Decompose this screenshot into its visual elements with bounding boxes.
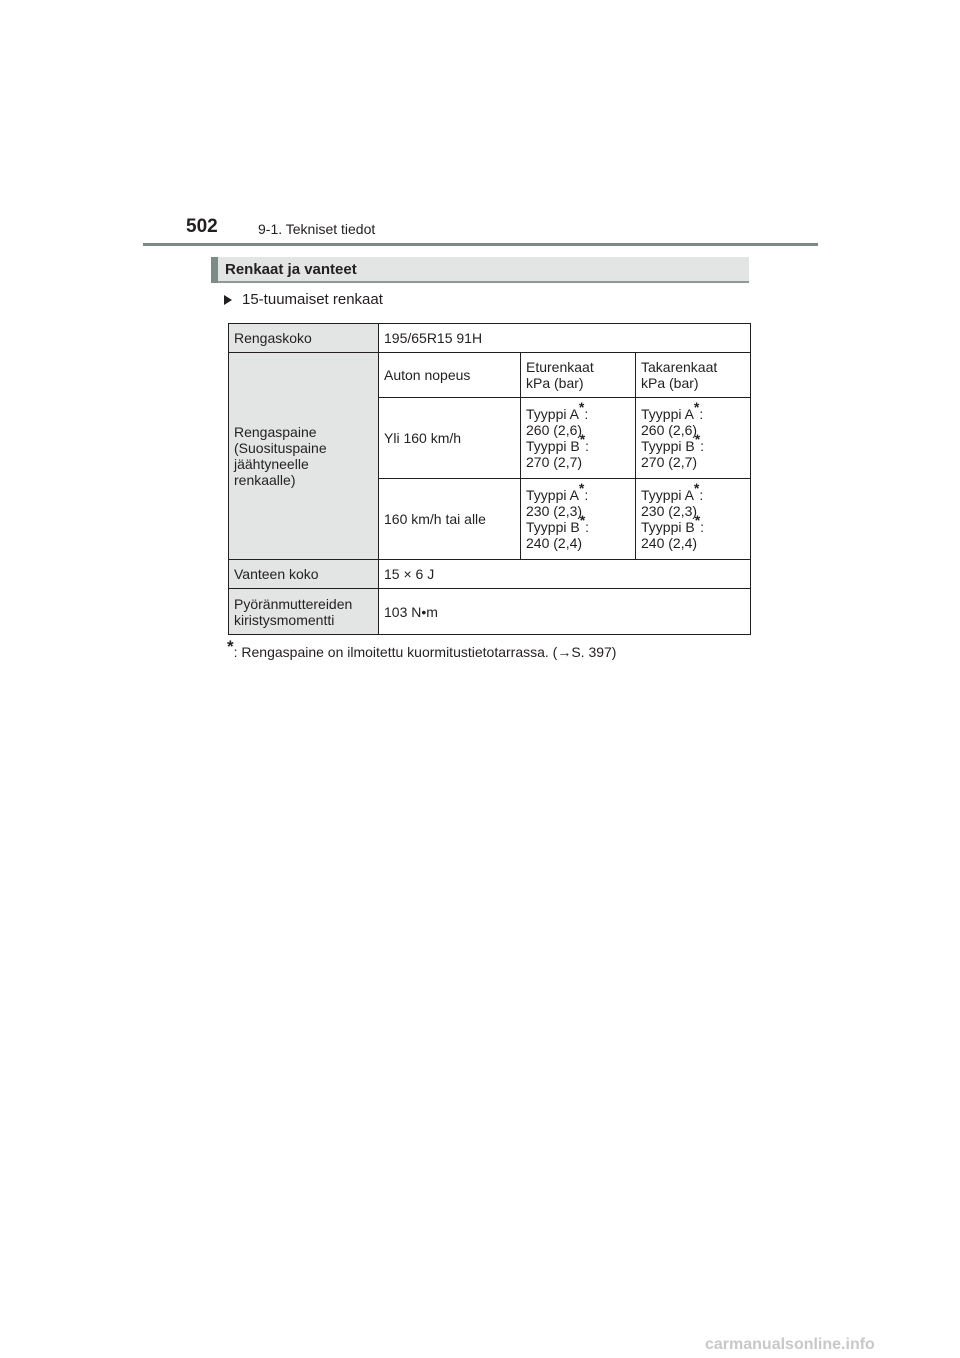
pressure-label: [229, 353, 379, 560]
watermark: carmanualsonline.info: [705, 1336, 875, 1353]
speed-cell: 160 km/h tai alle: [379, 479, 521, 560]
front-header: [521, 353, 636, 398]
torque-label-line: kiristysmomentti: [234, 611, 335, 628]
colon: :: [585, 519, 590, 535]
pressure-value: 230 (2,3): [641, 503, 698, 519]
asterisk-icon: *: [693, 480, 700, 497]
section-heading-title: Renkaat ja vanteet: [225, 261, 357, 278]
type-label: Tyyppi A: [641, 406, 694, 422]
table-row-torque: [229, 589, 751, 635]
pressure-label-line: Rengaspaine: [234, 424, 317, 440]
colon: :: [700, 438, 705, 454]
type-label: Tyyppi A: [641, 487, 694, 503]
type-label: Tyyppi B: [641, 438, 695, 454]
colon: :: [699, 406, 704, 422]
pressure-value: 260 (2,6): [526, 422, 583, 438]
torque-label-line: Pyöränmuttereiden: [234, 595, 353, 612]
table-row-tire-size: [229, 324, 751, 353]
rim-size-value: 15 × 6 J: [379, 560, 751, 589]
rear-header-line: kPa (bar): [641, 375, 699, 391]
rear-pressure-cell: [636, 479, 751, 560]
front-pressure-cell: [521, 398, 636, 479]
speed-cell: Yli 160 km/h: [379, 398, 521, 479]
type-label: Tyyppi B: [641, 519, 695, 535]
type-label: Tyyppi B: [526, 519, 580, 535]
asterisk-icon: *: [227, 637, 234, 656]
pressure-value: 260 (2,6): [641, 422, 698, 438]
footnote-text: : Rengaspaine on ilmoitettu kuormitustietotarrassa. (→S. 397): [233, 644, 617, 660]
pressure-label-line: renkaalle): [234, 472, 296, 488]
page-number: 502: [186, 216, 218, 237]
rim-size-label: Vanteen koko: [229, 560, 379, 589]
type-label: Tyyppi A: [526, 406, 579, 422]
colon: :: [699, 487, 704, 503]
tire-size-label: Rengaskoko: [229, 324, 379, 353]
table-row-rim: [229, 560, 751, 589]
pressure-label-line: jäähtyneelle: [234, 456, 309, 472]
asterisk-icon: *: [578, 480, 585, 497]
colon: :: [584, 406, 589, 422]
footnote: [227, 637, 617, 662]
bullet-item: [224, 291, 383, 308]
colon: :: [584, 487, 589, 503]
asterisk-icon: *: [579, 512, 586, 529]
colon: :: [585, 438, 590, 454]
pressure-value: 270 (2,7): [641, 454, 698, 470]
spec-table: [228, 323, 751, 635]
colon: :: [700, 519, 705, 535]
section-heading-bar: [211, 257, 218, 283]
table-row-pressure-header: [229, 353, 751, 398]
header-rule: [143, 243, 818, 246]
pressure-value: 240 (2,4): [641, 535, 698, 551]
front-pressure-cell: [521, 479, 636, 560]
type-label: Tyyppi B: [526, 438, 580, 454]
front-header-line: kPa (bar): [526, 375, 584, 391]
bullet-text: 15-tuumaiset renkaat: [242, 291, 383, 308]
front-header-line: Eturenkaat: [526, 359, 594, 375]
asterisk-icon: *: [694, 512, 701, 529]
type-label: Tyyppi A: [526, 487, 579, 503]
asterisk-icon: *: [694, 431, 701, 448]
rear-header: [636, 353, 751, 398]
pressure-label-line: (Suosituspaine: [234, 440, 327, 456]
asterisk-icon: *: [693, 399, 700, 416]
rear-header-line: Takarenkaat: [641, 359, 718, 375]
torque-label: [229, 589, 379, 635]
pressure-value: 270 (2,7): [526, 454, 583, 470]
asterisk-icon: *: [579, 431, 586, 448]
tire-size-value: 195/65R15 91H: [379, 324, 751, 353]
torque-value: 103 N•m: [379, 589, 751, 635]
pressure-value: 240 (2,4): [526, 535, 583, 551]
asterisk-icon: *: [578, 399, 585, 416]
pressure-value: 230 (2,3): [526, 503, 583, 519]
section-heading: [211, 257, 749, 283]
speed-header: Auton nopeus: [379, 353, 521, 398]
triangle-bullet-icon: [224, 295, 232, 305]
rear-pressure-cell: [636, 398, 751, 479]
chapter-title: 9-1. Tekniset tiedot: [258, 221, 376, 237]
